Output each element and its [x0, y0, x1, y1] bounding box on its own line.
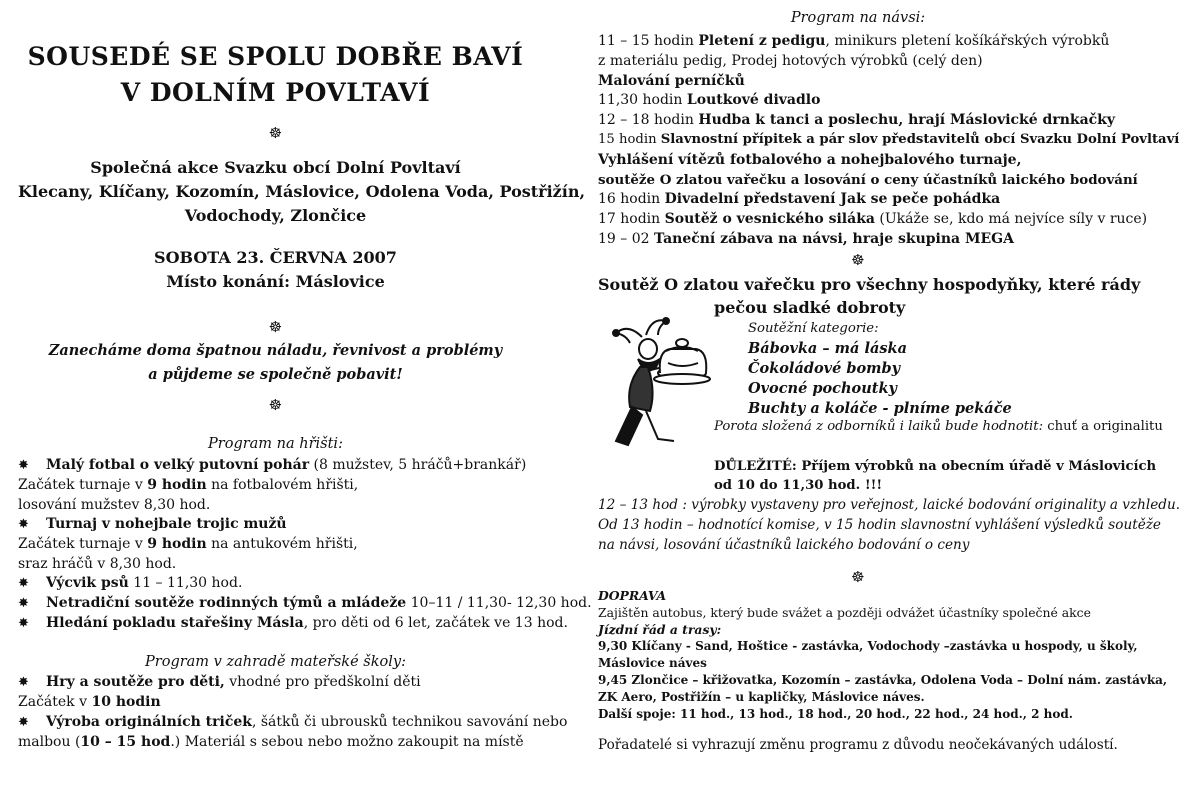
categories-heading: Soutěžní kategorie:: [748, 321, 879, 336]
doprava-heading: DOPRAVA: [598, 588, 667, 603]
doprava-line2: Jízdní řád a trasy:: [598, 622, 722, 637]
list-item-nohejbal-detail: Začátek turnaje v 9 hodin na antukovém hřišti,: [18, 536, 358, 552]
program-line-11: 19 – 02 Taneční zábava na návsi, hraje skupina MEGA: [598, 231, 1014, 247]
program-line-9: 16 hodin Divadelní představení Jak se peče pohádka: [598, 191, 1001, 207]
program-line-2: z materiálu pedig, Prodej hotových výrobků (celý den): [598, 53, 983, 69]
skolka-heading: Program v zahradě mateřské školy:: [145, 654, 406, 670]
program-line-10: 17 hodin Soutěž o vesnického siláka (Ukáže se, kdo má nejvíce síly v ruce): [598, 211, 1148, 227]
list-item-nohejbal: ✸ Turnaj v nohejbale trojic mužů: [18, 516, 287, 532]
list-item-hry-start: Začátek v 10 hodin: [18, 694, 161, 710]
doprava-line4: Máslovice náves: [598, 656, 707, 670]
list-item-fotbal-draw: losování mužstev 8,30 hod.: [18, 497, 211, 513]
category-2: Čokoládové bomby: [748, 360, 901, 377]
intro-line1: Společná akce Svazku obcí Dolní Povltaví: [90, 158, 461, 177]
list-item-hry: ✸ Hry a soutěže pro děti, vhodné pro předškolní děti: [18, 674, 421, 690]
list-item-souteze: ✸ Netradiční soutěže rodinných týmů a mládeže 10–11 / 11,30- 12,30 hod.: [18, 595, 592, 611]
important-line2: od 10 do 11,30 hod. !!!: [714, 478, 883, 493]
list-item-poklad: ✸ Hledání pokladu stařešiny Másla, pro děti od 6 let, začátek ve 13 hod.: [18, 615, 568, 631]
doprava-line6: ZK Aero, Postřižín – u kapličky, Máslovice náves.: [598, 690, 925, 704]
contest-title-line2: pečou sladké dobroty: [714, 298, 906, 317]
navsi-heading: Program na návsi:: [790, 10, 926, 26]
important-line1: DŮLEŽITÉ: Příjem výrobků na obecním úřadě v Máslovicích: [714, 459, 1157, 474]
program-line-8: soutěže O zlatou vařečku a losování o ceny účastníků laického bodování: [598, 172, 1138, 188]
main-title-line2: V DOLNÍM POVLTAVÍ: [120, 78, 431, 107]
list-item-tricka-detail: malbou (10 – 15 hod.) Materiál s sebou nebo možno zakoupit na místě: [18, 734, 524, 750]
event-date: SOBOTA 23. ČERVNA 2007: [154, 248, 397, 267]
program-line-7: Vyhlášení vítězů fotbalového a nohejbalového turnaje,: [598, 152, 1022, 168]
event-place: Místo konání: Máslovice: [166, 272, 385, 291]
ornament-icon: ☸: [851, 251, 865, 269]
motto-line2: a půjdeme se společně pobavit!: [148, 366, 403, 383]
jester-cake-illustration-icon: [602, 315, 714, 455]
program-line-1: 11 – 15 hodin Pletení z pedigu, minikurs pletení košíkářských výrobků: [598, 33, 1110, 49]
motto-line1: Zanecháme doma špatnou náladu, řevnivost a problémy: [48, 342, 503, 359]
schedule-line1: 12 – 13 hod : výrobky vystaveny pro veřejnost, laické bodování originality a vzhledu.: [598, 497, 1180, 513]
program-line-6: 15 hodin Slavnostní přípitek a pár slov představitelů obcí Svazku Dolní Povltaví: [598, 132, 1180, 147]
ornament-icon: ☸: [851, 568, 865, 586]
doprava-line1: Zajištěn autobus, který bude svážet a později odvážet účastníky společné akce: [598, 605, 1091, 620]
category-4: Buchty a koláče - plníme pekáče: [748, 400, 1012, 417]
schedule-line2: Od 13 hodin – hodnotící komise, v 15 hodin slavnostní vyhlášení výsledků soutěže: [598, 517, 1161, 533]
ornament-icon: ☸: [268, 396, 283, 414]
list-item-psi: ✸ Výcvik psů 11 – 11,30 hod.: [18, 575, 242, 591]
ornament-icon: ☸: [268, 124, 283, 142]
hriste-heading: Program na hřišti:: [208, 436, 343, 452]
list-item-tricka: ✸ Výroba originálních triček, šátků či ubrousků technikou savování nebo: [18, 714, 567, 730]
schedule-line3: na návsi, losování účastníků laického bodování o ceny: [598, 537, 970, 553]
program-line-5: 12 – 18 hodin Hudba k tanci a poslechu, hrají Máslovické drnkačky: [598, 112, 1116, 128]
footer-note: Pořadatelé si vyhrazují změnu programu z důvodu neočekávaných událostí.: [598, 737, 1118, 753]
jury-note: Porota složená z odborníků i laiků bude hodnotit: chuť a originalitu: [714, 419, 1163, 434]
intro-line2: Klecany, Klíčany, Kozomín, Máslovice, Odolena Voda, Postřižín,: [18, 182, 586, 201]
ornament-icon: ☸: [268, 318, 283, 336]
list-item-fotbal-detail: Začátek turnaje v 9 hodin na fotbalovém hřišti,: [18, 477, 359, 493]
list-item-fotbal: ✸ Malý fotbal o velký putovní pohár (8 mužstev, 5 hráčů+brankář): [18, 457, 526, 473]
category-1: Bábovka – má láska: [748, 340, 907, 357]
program-line-3: Malování perníčků: [598, 73, 745, 89]
contest-title-line1: Soutěž O zlatou vařečku pro všechny hospodyňky, které rády: [598, 275, 1141, 294]
doprava-line3: 9,30 Klíčany - Sand, Hoštice - zastávka, Vodochody –zastávka u hospody, u školy,: [598, 639, 1138, 653]
doprava-line5: 9,45 Zlončice – křižovatka, Kozomín – zastávka, Odolena Voda – Dolní nám. zastávka,: [598, 673, 1168, 687]
list-item-nohejbal-meet: sraz hráčů v 8,30 hod.: [18, 556, 177, 572]
doprava-line7: Další spoje: 11 hod., 13 hod., 18 hod., 20 hod., 22 hod., 24 hod., 2 hod.: [598, 707, 1073, 721]
intro-line3: Vodochody, Zlončice: [184, 206, 367, 225]
program-line-4: 11,30 hodin Loutkové divadlo: [598, 92, 821, 108]
main-title-line1: SOUSEDÉ SE SPOLU DOBŘE BAVÍ: [27, 42, 524, 71]
category-3: Ovocné pochoutky: [748, 380, 897, 397]
